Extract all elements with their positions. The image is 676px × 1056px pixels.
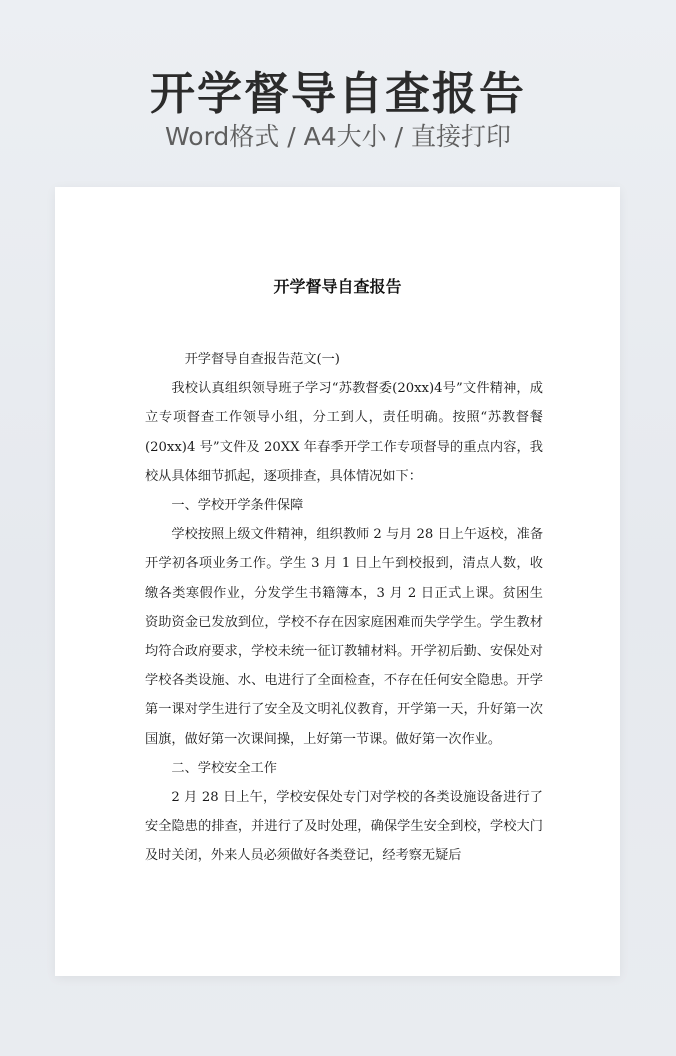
- section-2-heading: 二、学校安全工作: [171, 760, 277, 776]
- document-body: [145, 345, 543, 871]
- section-2-paragraph: 2 月 28 日上午，学校安保处专门对学校的各类设施设备进行了安全隐患的排查，并进行了及时处理，确保学生安全到校，学校大门及时关闭，外来人员必须做好各类登记，经考察无疑后: [145, 790, 543, 864]
- sample-heading: 开学督导自查报告范文(一): [184, 352, 340, 367]
- section-1-heading: 一、学校开学条件保障: [171, 498, 304, 514]
- header-title: 开学督导自查报告: [149, 67, 526, 120]
- header-subtitle: Word格式 / A4大小 / 直接打印: [165, 122, 511, 151]
- document-title: 开学督导自查报告: [273, 277, 402, 296]
- document-page: [55, 187, 620, 976]
- section-1-paragraph: 学校按照上级文件精神，组织教师 2 与月 28 日上午返校，准备开学初各项业务工作。学生 3 月 1 日上午到校报到，清点人数，收缴各类寒假作业，分发学生书籍簿本，3 月 2 日正式上课。贫困生资助资金已发放到位，学校不存在因家庭困难而失学学生。学生教材均符合政府要求，学校未统一征订教辅材料。开学初后勤、安保处对学校各类设施、水、电进行了全面检查，不存在任何安全隐患。开学第一课对学生进行了安全及文明礼仪教育，开学第一天，升好第一次国旗，做好第一次课间操，上好第一节课。做好第一次作业。: [145, 527, 544, 747]
- intro-paragraph: 我校认真组织领导班子学习“苏教督委(20xx)4号”文件精神，成立专项督查工作领导小组，分工到人，责任明确。按照“苏教督餐(20xx)4 号”文件及 20XX 年春季开学工作专项督导的重点内容，我校从具体细节抓起，逐项排查，具体情况如下：: [145, 381, 543, 484]
